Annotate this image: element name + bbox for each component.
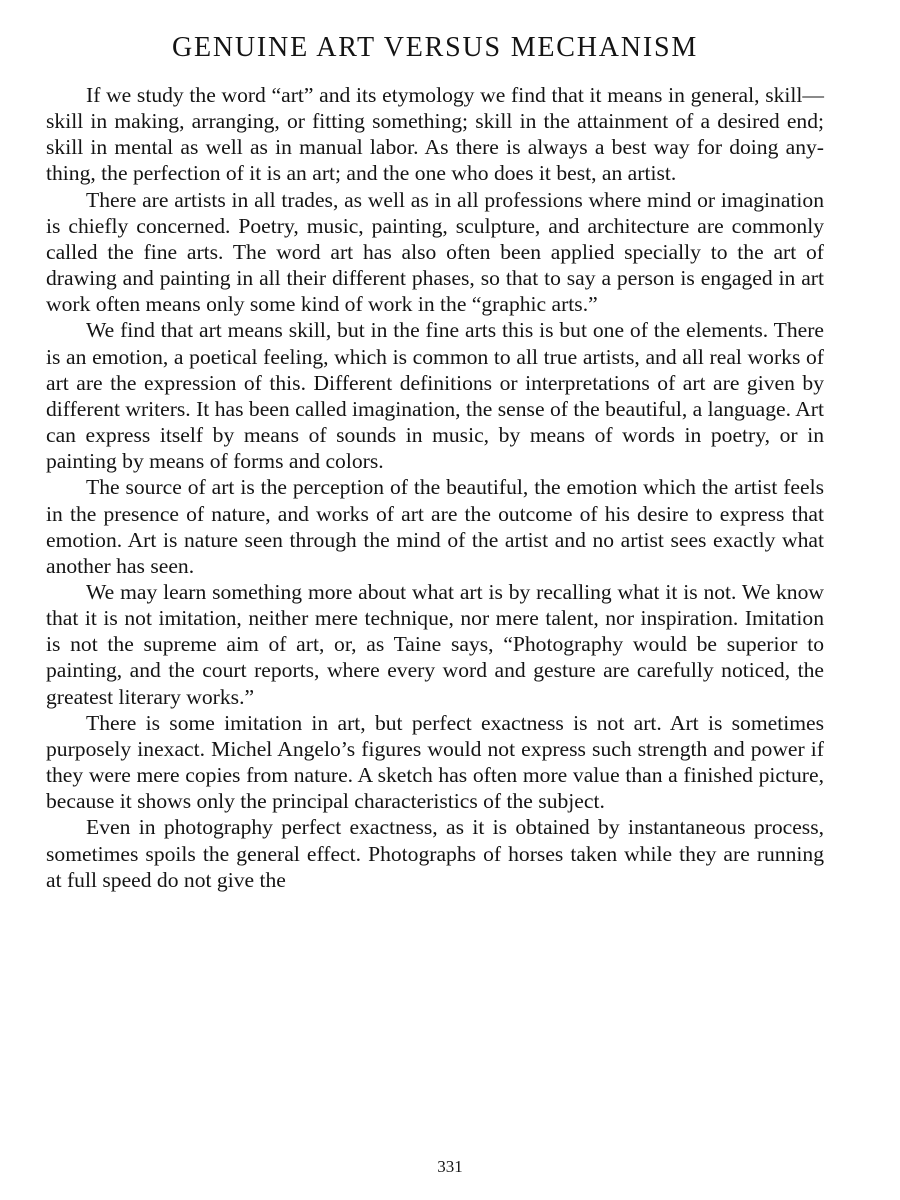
page-content	[46, 30, 824, 893]
running-title: GENUINE ART VERSUS MECHANISM	[171, 32, 699, 63]
page-number: 331	[437, 1157, 463, 1176]
paragraph-4: The source of art is the perception of the beautiful, the emotion which the artist feels in the presence of nature, and works of art are the outcome of his desire to express that emotion. Art is nature seen through the mind of the artist and no artist sees exactly what another has seen.	[46, 475, 824, 578]
paragraph-3: We find that art means skill, but in the fine arts this is but one of the elements. There is an emotion, a poetical feeling, which is common to all true artists, and all real works of art are the expression of this. Different definitions or interpretations of art are given by different writers. It has been called imagination, the sense of the beautiful, a language. Art can express itself by means of sounds in music, by means of words in poetry, or in painting by means of forms and colors.	[46, 318, 824, 474]
paragraph-1: If we study the word “art” and its etymology we find that it means in general, skill—skill in making, arranging, or fitting something; skill in the attainment of a desired end; skill in mental as well as in manual labor. As there is always a best way for doing anything, the perfection of it is an art; and the one who does it best, an artist.	[46, 83, 824, 186]
paragraph-6: There is some imitation in art, but perfect exactness is not art. Art is sometimes purposely inexact. Michel Angelo’s figures would not express such strength and power if they were mere copies from nature. A sketch has often more value than a finished picture, because it shows only the principal characteristics of the subject.	[46, 710, 824, 814]
paragraph-7: Even in photography perfect exactness, as it is obtained by instantaneous process, sometimes spoils the general effect. Photographs of horses taken while they are running at full speed do not give the	[46, 815, 824, 892]
paragraph-2: There are artists in all trades, as well as in all professions where mind or imagination is chiefly concerned. Poetry, music, painting, sculpture, and architecture are commonly called the fine arts. The word art has also often been applied specially to the art of drawing and painting in all their different phases, so that to say a person is engaged in art work often means only some kind of work in the “graphic arts.”	[46, 187, 824, 317]
body-text	[46, 82, 824, 893]
paragraph-5: We may learn something more about what art is by recalling what it is not. We know that it is not imitation, neither mere technique, nor mere talent, nor inspiration. Imitation is not the supreme aim of art, or, as Taine says, “Photography would be superior to painting, and the court reports, where every word and gesture are carefully noticed, the greatest literary works.”	[46, 579, 824, 709]
